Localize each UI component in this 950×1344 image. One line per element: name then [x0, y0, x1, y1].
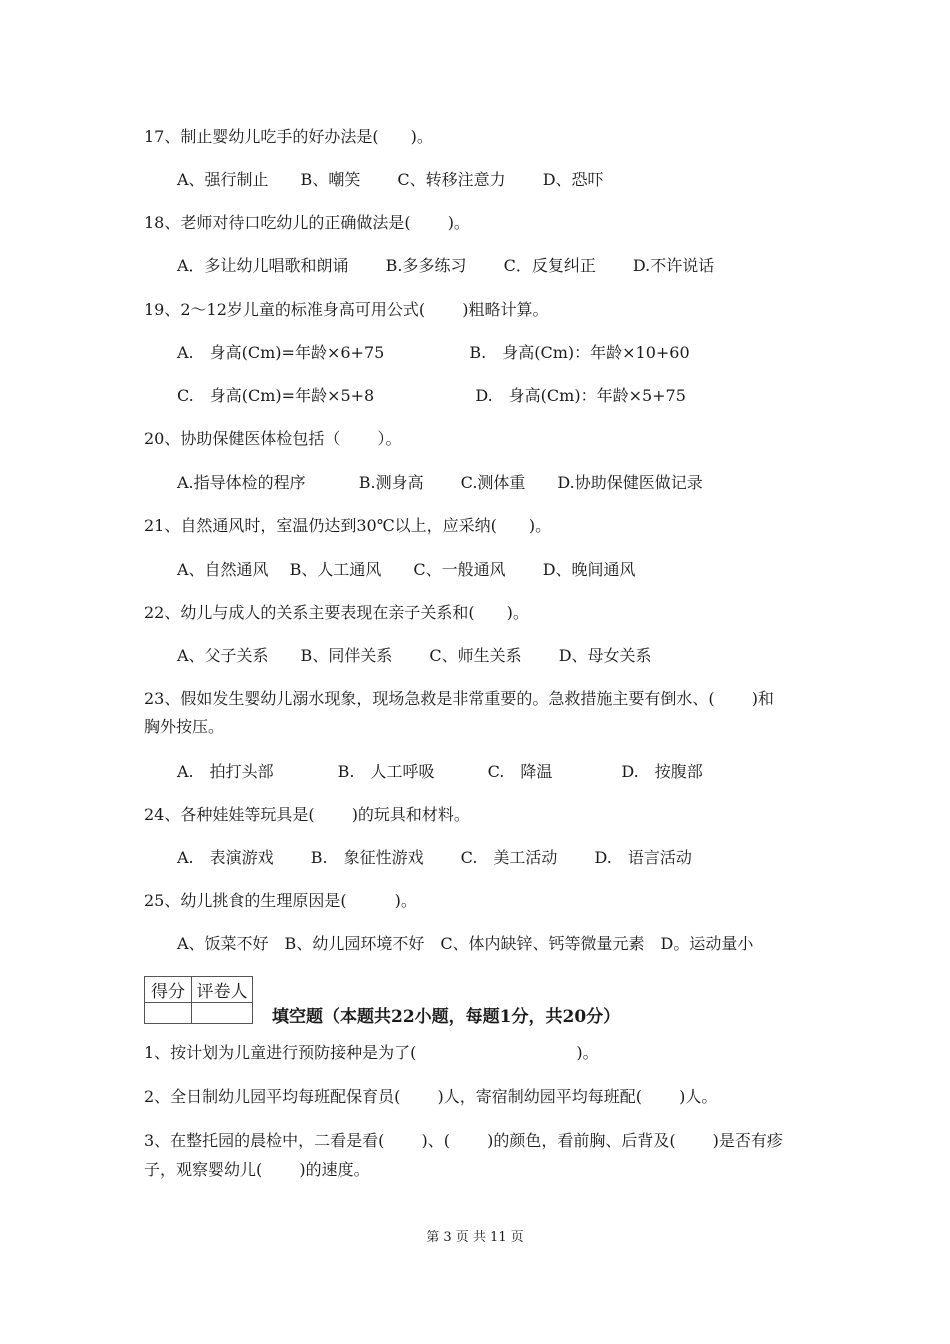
- question-23-options: A. 拍打头部 B. 人工呼吸 C. 降温 D. 按腹部: [177, 762, 703, 781]
- score-header: 得分: [145, 977, 192, 1003]
- question-19-options-ab: A. 身高(Cm)=年龄×6+75 B. 身高(Cm)：年龄×10+60: [177, 343, 690, 362]
- fill-blank-1: 1、按计划为儿童进行预防接种是为了( )。: [144, 1043, 599, 1062]
- fill-blank-2: 2、全日制幼儿园平均每班配保育员( )人，寄宿制幼园平均每班配( )人。: [144, 1087, 718, 1106]
- section-title: 填空题（本题共22小题，每题1分，共20分）: [272, 1007, 621, 1027]
- question-24-options: A. 表演游戏 B. 象征性游戏 C. 美工活动 D. 语言活动: [177, 848, 692, 867]
- question-23-continued: 胸外按压。: [144, 717, 225, 736]
- question-17: 17、制止婴幼儿吃手的好办法是( )。: [144, 127, 433, 146]
- question-22: 22、幼儿与成人的关系主要表现在亲子关系和( )。: [144, 603, 529, 622]
- fill-blank-3-continued: 子，观察婴幼儿( )的速度。: [144, 1160, 370, 1179]
- score-cell: [145, 1003, 192, 1024]
- grader-header: 评卷人: [192, 977, 253, 1003]
- question-18: 18、老师对待口吃幼儿的正确做法是( )。: [144, 213, 470, 232]
- question-19-options-cd: C. 身高(Cm)=年龄×5+8 D. 身高(Cm)：年龄×5+75: [177, 386, 686, 405]
- question-22-options: A、父子关系 B、同伴关系 C、师生关系 D、母女关系: [177, 646, 652, 665]
- question-24: 24、各种娃娃等玩具是( )的玩具和材料。: [144, 805, 470, 824]
- question-23: 23、假如发生婴幼儿溺水现象，现场急救是非常重要的。急救措施主要有倒水、( )和: [144, 689, 774, 708]
- question-25-options: A、饭菜不好 B、幼儿园环境不好 C、体内缺锌、钙等微量元素 D。运动量小: [177, 934, 754, 953]
- question-19: 19、2～12岁儿童的标准身高可用公式( )粗略计算。: [144, 300, 549, 319]
- grader-cell: [192, 1003, 253, 1024]
- page-footer: 第 3 页 共 11 页: [426, 1230, 524, 1245]
- score-table: [144, 976, 253, 1024]
- question-21: 21、自然通风时，室温仍达到30℃以上，应采纳( )。: [144, 516, 552, 535]
- question-20: 20、协助保健医体检包括（ ）。: [144, 429, 402, 448]
- question-17-options: A、强行制止 B、嘲笑 C、转移注意力 D、恐吓: [177, 170, 604, 189]
- question-20-options: A.指导体检的程序 B.测身高 C.测体重 D.协助保健医做记录: [177, 473, 703, 492]
- fill-blank-3: 3、在整托园的晨检中，二看是看( )、( )的颜色，看前胸、后背及( )是否有疹: [144, 1131, 783, 1150]
- question-18-options: A．多让幼儿唱歌和朗诵 B.多多练习 C．反复纠正 D.不许说话: [177, 256, 715, 275]
- question-25: 25、幼儿挑食的生理原因是( )。: [144, 891, 417, 910]
- question-21-options: A、自然通风 B、人工通风 C、一般通风 D、晚间通风: [177, 560, 636, 579]
